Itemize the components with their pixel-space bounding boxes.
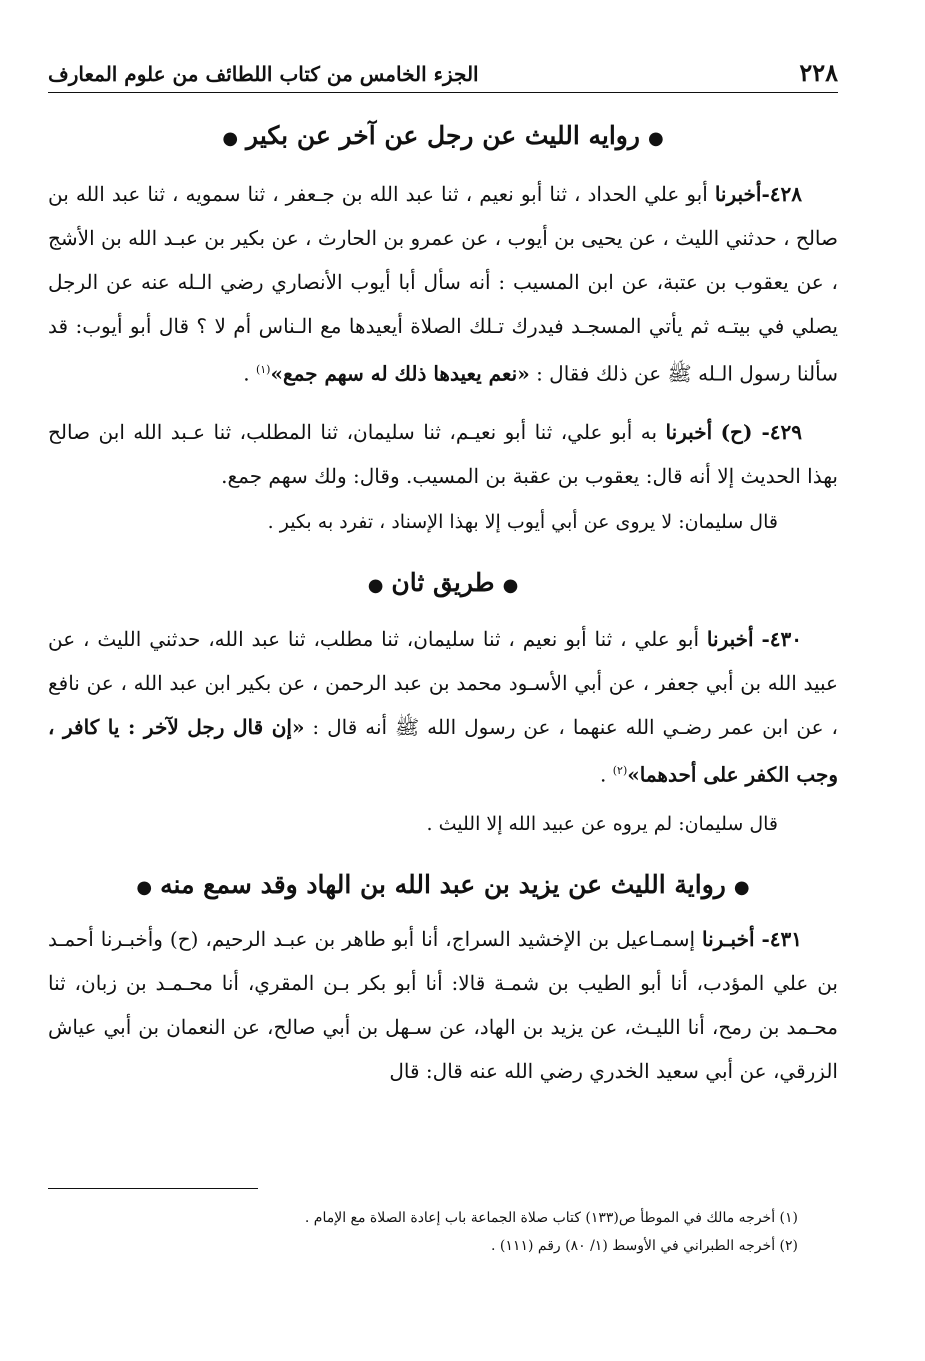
- hadith-lead: أخبرنا: [714, 182, 762, 206]
- hadith-lead: أخبرنا: [706, 626, 754, 651]
- document-page: [48, 58, 838, 1338]
- hadith-number: ٤٢٨-: [761, 182, 803, 206]
- hadith-number: ٤٢٩- (ح): [720, 419, 802, 444]
- hadith-number: ٤٣١-: [761, 927, 802, 952]
- hadith-lead: أخبـرنا: [701, 927, 755, 952]
- page-header: [48, 58, 838, 93]
- narrator-note: قال سليمان: لم يروه عن عبيد الله إلا الليث .: [426, 813, 778, 836]
- bullet-icon: ●: [502, 574, 519, 596]
- section-heading: ●طريق ثان●: [48, 568, 838, 597]
- hadith-431: ٤٣١- أخبـرنا إسمـاعيل بن الإخشيد السراج، أنا أبو طاهر بن عبـد الرحيم، (ح) وأخبـرنا أحمـد بن علي المؤدب، أنا أبو الطيب بن شمـة قالا: أنا أبو بكر بـن المقري، أنا محـمـد بن زبان، ثنا محـمد بن رمح، أنا الليـث، عن يزيد بن الهاد، عن سـهل بن أبي صالح، عن النعمان بن أبي عياش الزرقي، عن أبي سعيد الخدري رضي الله عنه قال: قال: [48, 927, 838, 1084]
- footnote-ref: (٢): [612, 763, 628, 777]
- page-number: ٢٢٨: [799, 58, 838, 87]
- footnote-ref: (١): [255, 363, 271, 376]
- hadith-quote: «نعم يعيدها ذلك له سهم جمع»: [270, 361, 530, 386]
- footnote-2: (٢) أخرجه الطبراني في الأوسط (١/ ٨٠) رقم (١١١) .: [491, 1238, 798, 1254]
- hadith-lead: أخبرنا: [665, 419, 713, 444]
- hadith-428: ٤٢٨-أخبرنا أبو علي الحداد ، ثنا أبو نعيم ، ثنا عبد الله بن جـعفر ، ثنا سمويه ، ثنا عبد الله بن صالح ، حدثني الليث ، عن يحيى بن أيوب ، عن عمرو بن الحارث ، عن بكير بن عبـد الله بن الأشج ، عن يعقوب بن عتبة، عن ابن المسيب : أنه سأل أبا أيوب الأنصاري رضي الـله عنه عن الرجل يصلي في بيتـه ثم يأتي المسجـد فيدرك تـلك الصلاة أيعيدها مع الـناس أم لا ؟ قال أبو أيوب: قد سألنا رسول الـله ﷺ عن ذلك فقال : «نعم يعيدها ذلك له سهم جمع»$^{(١)}$ .: [48, 182, 838, 386]
- narrator-note: قال سليمان: لا يروى عن أبي أيوب إلا بهذا الإسناد ، تفرد به بكير .: [267, 510, 778, 533]
- hadith-430: ٤٣٠- أخبرنا أبو علي ، ثنا أبو نعيم ، ثنا سليمان، ثنا مطلب، ثنا عبد الله، حدثني الليث ، عن عبيد الله بن أبي جعفر ، عن أبي الأسـود محمد بن عبد الرحمن ، عن بكير ابن عبد الله ، عن نافع ، عن ابن عمر رضـي الله عنهما ، عن رسول الله ﷺ أنه قال : «إن قال رجل لآخر : يا كافر ، وجب الكفر على أحدهما»$^{(٢)}$ .: [48, 626, 838, 787]
- hadith-number: ٤٣٠-: [761, 626, 802, 651]
- bullet-icon: ●: [222, 128, 239, 149]
- hadith-429: ٤٢٩- (ح) أخبرنا به أبو علي، ثنا أبو نعيـم، ثنا سليمان، ثنا المطلب، ثنا عـبد الله ابن صالح بهذا الحديث إلا أنه قال: يعقوب بن عقبة بن المسيب. وقال: ولك سهم جمع.: [48, 419, 838, 488]
- running-title: الجزء الخامس من كتاب اللطائف من علوم المعارف: [48, 62, 479, 86]
- bullet-icon: ●: [733, 877, 750, 899]
- section-heading: ●روايه الليث عن رجل عن آخر عن بكير●: [48, 121, 838, 150]
- footnote-1: (١) أخرجه مالك في الموطأ ص(١٣٣) كتاب صلاة الجماعة باب إعادة الصلاة مع الإمام .: [304, 1210, 798, 1226]
- footnotes: [238, 1204, 798, 1260]
- bullet-icon: ●: [367, 574, 384, 596]
- hadith-quote: «إن قال رجل لآخر : يا كافر ، وجب الكفر على أحدهما»: [48, 714, 838, 787]
- section-heading: ●رواية الليث عن يزيد بن عبد الله بن الهاد وقد سمع منه●: [48, 870, 838, 899]
- footnote-separator: [48, 1188, 258, 1189]
- bullet-icon: ●: [136, 877, 153, 899]
- bullet-icon: ●: [647, 128, 664, 149]
